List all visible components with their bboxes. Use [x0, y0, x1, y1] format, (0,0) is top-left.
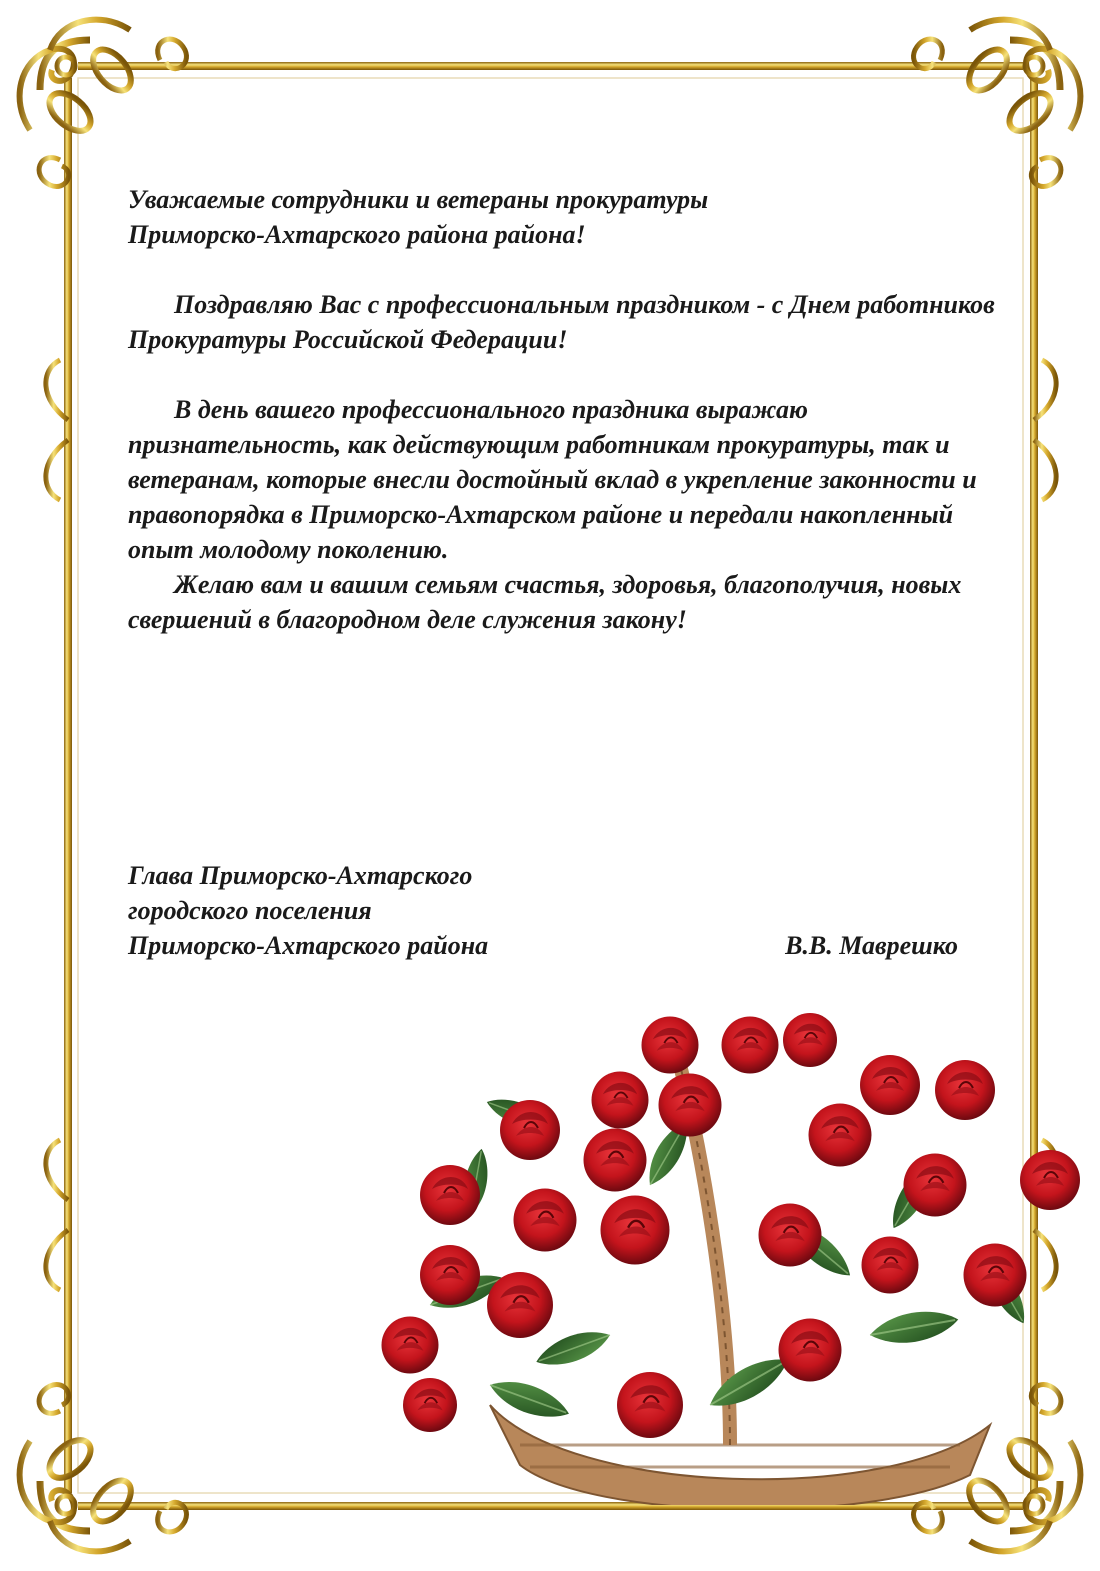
paragraph-wishes: Желаю вам и вашим семьям счастья, здоровья, благополучия, новых свершений в благородном деле служения закону! [128, 570, 962, 634]
signature-name: В.В. Маврешко [785, 931, 958, 960]
roses-basket-image [370, 1005, 1085, 1505]
frame-rail-top [78, 62, 1023, 70]
frame-rail-left [64, 78, 72, 1493]
signature-line-3: Приморско-Ахтарского района [128, 931, 489, 960]
signature-block [128, 858, 968, 963]
greeting-line-2: Приморско-Ахтарского района района! [128, 220, 586, 249]
frame-corner-top-left [20, 20, 187, 187]
paragraph-gratitude: В день вашего профессионального праздника выражаю признательность, как действующим работникам прокуратуры, так и ветеранам, которые внесли достойный вклад в укрепление законности и правопорядка в Приморско-Ахтарском районе и передали накопленный опыт молодому поколению. [128, 395, 977, 564]
signature-line-2: городского поселения [128, 896, 372, 925]
frame-corner-top-right [914, 20, 1081, 187]
letter-body [128, 182, 1008, 637]
greeting-line-1: Уважаемые сотрудники и ветераны прокуратуры [128, 185, 709, 214]
frame-corner-bottom-left [20, 1385, 187, 1552]
signature-line-1: Глава Приморско-Ахтарского [128, 861, 473, 890]
paragraph-congratulation: Поздравляю Вас с профессиональным праздником - с Днем работников Прокуратуры Российской Федерации! [128, 290, 995, 354]
